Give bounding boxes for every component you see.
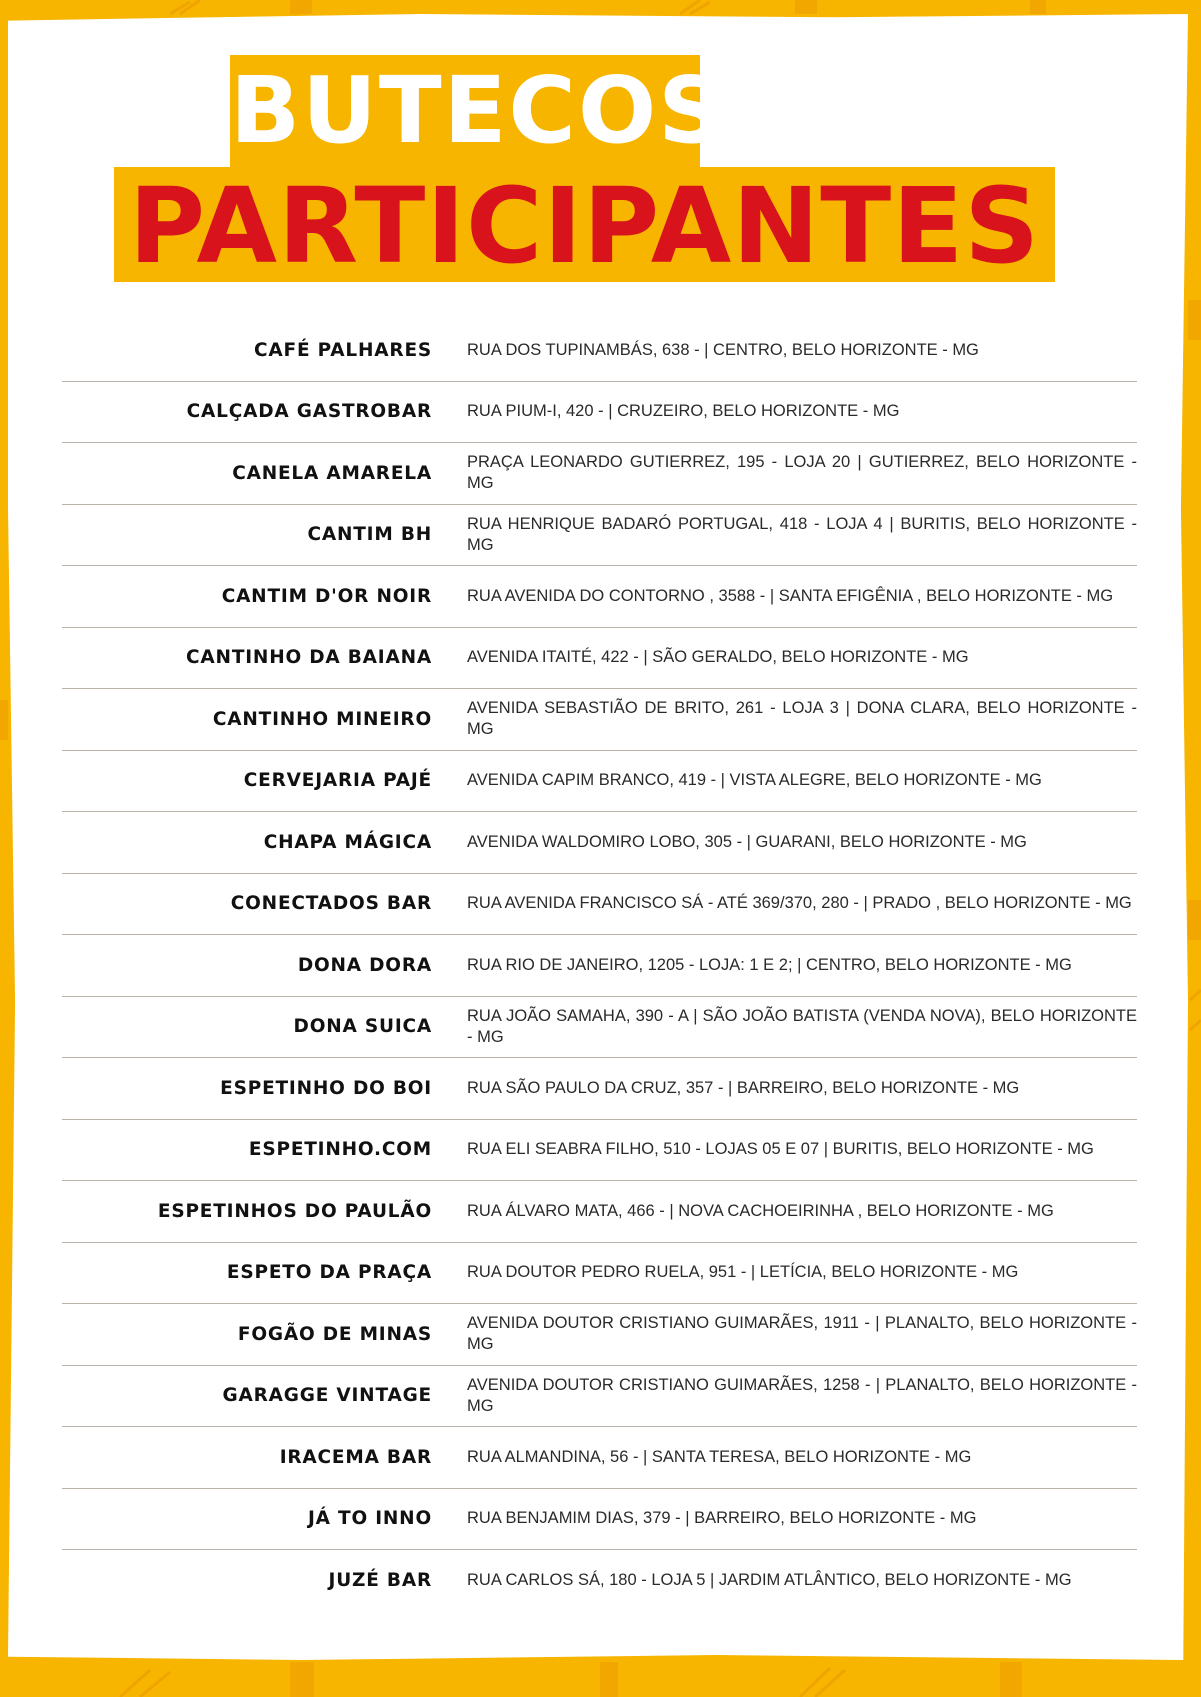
- list-item: [62, 689, 1137, 751]
- list-item: [62, 935, 1137, 997]
- bar-address: AVENIDA ITAITÉ, 422 - | SÃO GERALDO, BELO HORIZONTE - MG: [467, 648, 969, 667]
- bar-name: CERVEJARIA PAJÉ: [243, 770, 432, 792]
- bar-name: ESPETINHO.COM: [248, 1139, 432, 1161]
- bar-address: RUA JOÃO SAMAHA, 390 - A | SÃO JOÃO BATISTA (VENDA NOVA), BELO HORIZONTE - MG: [467, 1006, 1137, 1046]
- bar-name: GARAGGE VINTAGE: [222, 1385, 432, 1407]
- list-item: [62, 1366, 1137, 1428]
- bar-name: ESPETINHOS DO PAULÃO: [157, 1200, 432, 1222]
- bar-address: AVENIDA SEBASTIÃO DE BRITO, 261 - LOJA 3 | DONA CLARA, BELO HORIZONTE - MG: [467, 699, 1137, 739]
- bar-address: RUA AVENIDA DO CONTORNO , 3588 - | SANTA EFIGÊNIA , BELO HORIZONTE - MG: [467, 586, 1114, 605]
- bar-address: RUA DOS TUPINAMBÁS, 638 - | CENTRO, BELO HORIZONTE - MG: [467, 340, 979, 359]
- list-item: [62, 874, 1137, 936]
- participants-list: [62, 320, 1137, 1612]
- list-item: [62, 1058, 1137, 1120]
- list-item: [62, 1550, 1137, 1612]
- bar-name: IRACEMA BAR: [279, 1446, 432, 1468]
- bar-name: JÁ TO INNO: [307, 1508, 432, 1530]
- bar-address: RUA SÃO PAULO DA CRUZ, 357 - | BARREIRO, BELO HORIZONTE - MG: [467, 1078, 1020, 1097]
- title-butecos: BUTECOS: [230, 55, 700, 167]
- bar-name: CANTIM D'OR NOIR: [221, 585, 432, 607]
- bar-address: RUA HENRIQUE BADARÓ PORTUGAL, 418 - LOJA 4 | BURITIS, BELO HORIZONTE - MG: [467, 514, 1137, 554]
- list-item: [62, 1489, 1137, 1551]
- bar-address: AVENIDA CAPIM BRANCO, 419 - | VISTA ALEGRE, BELO HORIZONTE - MG: [467, 771, 1042, 790]
- bar-address: RUA CARLOS SÁ, 180 - LOJA 5 | JARDIM ATLÂNTICO, BELO HORIZONTE - MG: [467, 1571, 1072, 1590]
- bar-name: CAFÉ PALHARES: [254, 339, 432, 361]
- list-item: [62, 628, 1137, 690]
- list-item: [62, 1120, 1137, 1182]
- bar-name: CONECTADOS BAR: [230, 893, 432, 915]
- bar-address: RUA DOUTOR PEDRO RUELA, 951 - | LETÍCIA, BELO HORIZONTE - MG: [467, 1263, 1019, 1282]
- list-item: [62, 1243, 1137, 1305]
- bar-address: RUA RIO DE JANEIRO, 1205 - LOJA: 1 E 2; | CENTRO, BELO HORIZONTE - MG: [467, 955, 1072, 974]
- bar-name: CALÇADA GASTROBAR: [186, 401, 432, 423]
- list-item: [62, 1181, 1137, 1243]
- list-item: [62, 812, 1137, 874]
- list-item: [62, 505, 1137, 567]
- bar-address: RUA ALMANDINA, 56 - | SANTA TERESA, BELO HORIZONTE - MG: [467, 1447, 972, 1466]
- bar-name: DONA SUICA: [293, 1016, 432, 1038]
- bar-name: JUZÉ BAR: [328, 1570, 432, 1592]
- bar-address: RUA AVENIDA FRANCISCO SÁ - ATÉ 369/370, 280 - | PRADO , BELO HORIZONTE - MG: [467, 894, 1132, 913]
- list-item: [62, 1304, 1137, 1366]
- list-item: [62, 320, 1137, 382]
- list-item: [62, 751, 1137, 813]
- bar-name: CANTINHO DA BAIANA: [186, 647, 432, 669]
- bar-address: AVENIDA WALDOMIRO LOBO, 305 - | GUARANI, BELO HORIZONTE - MG: [467, 832, 1027, 851]
- bar-address: RUA BENJAMIM DIAS, 379 - | BARREIRO, BELO HORIZONTE - MG: [467, 1509, 977, 1528]
- bar-address: AVENIDA DOUTOR CRISTIANO GUIMARÃES, 1911 - | PLANALTO, BELO HORIZONTE - MG: [467, 1314, 1137, 1354]
- bar-name: CHAPA MÁGICA: [263, 831, 432, 853]
- list-item: [62, 997, 1137, 1059]
- title-participantes: PARTICIPANTES: [114, 167, 1055, 282]
- bar-name: FOGÃO DE MINAS: [237, 1323, 432, 1345]
- bar-name: CANELA AMARELA: [232, 462, 432, 484]
- list-item: [62, 382, 1137, 444]
- list-item: [62, 443, 1137, 505]
- bar-address: RUA ÁLVARO MATA, 466 - | NOVA CACHOEIRINHA , BELO HORIZONTE - MG: [467, 1201, 1054, 1220]
- bar-address: RUA ELI SEABRA FILHO, 510 - LOJAS 05 E 07 | BURITIS, BELO HORIZONTE - MG: [467, 1140, 1094, 1159]
- bar-name: ESPETINHO DO BOI: [220, 1077, 432, 1099]
- list-item: [62, 566, 1137, 628]
- bar-name: ESPETO DA PRAÇA: [226, 1262, 432, 1284]
- bar-address: AVENIDA DOUTOR CRISTIANO GUIMARÃES, 1258 - | PLANALTO, BELO HORIZONTE - MG: [467, 1375, 1137, 1415]
- bar-name: DONA DORA: [297, 954, 432, 976]
- bar-name: CANTIM BH: [307, 524, 432, 546]
- bar-name: CANTINHO MINEIRO: [212, 708, 432, 730]
- bar-address: RUA PIUM-I, 420 - | CRUZEIRO, BELO HORIZONTE - MG: [467, 402, 900, 421]
- list-item: [62, 1427, 1137, 1489]
- bar-address: PRAÇA LEONARDO GUTIERREZ, 195 - LOJA 20 | GUTIERREZ, BELO HORIZONTE - MG: [467, 453, 1137, 493]
